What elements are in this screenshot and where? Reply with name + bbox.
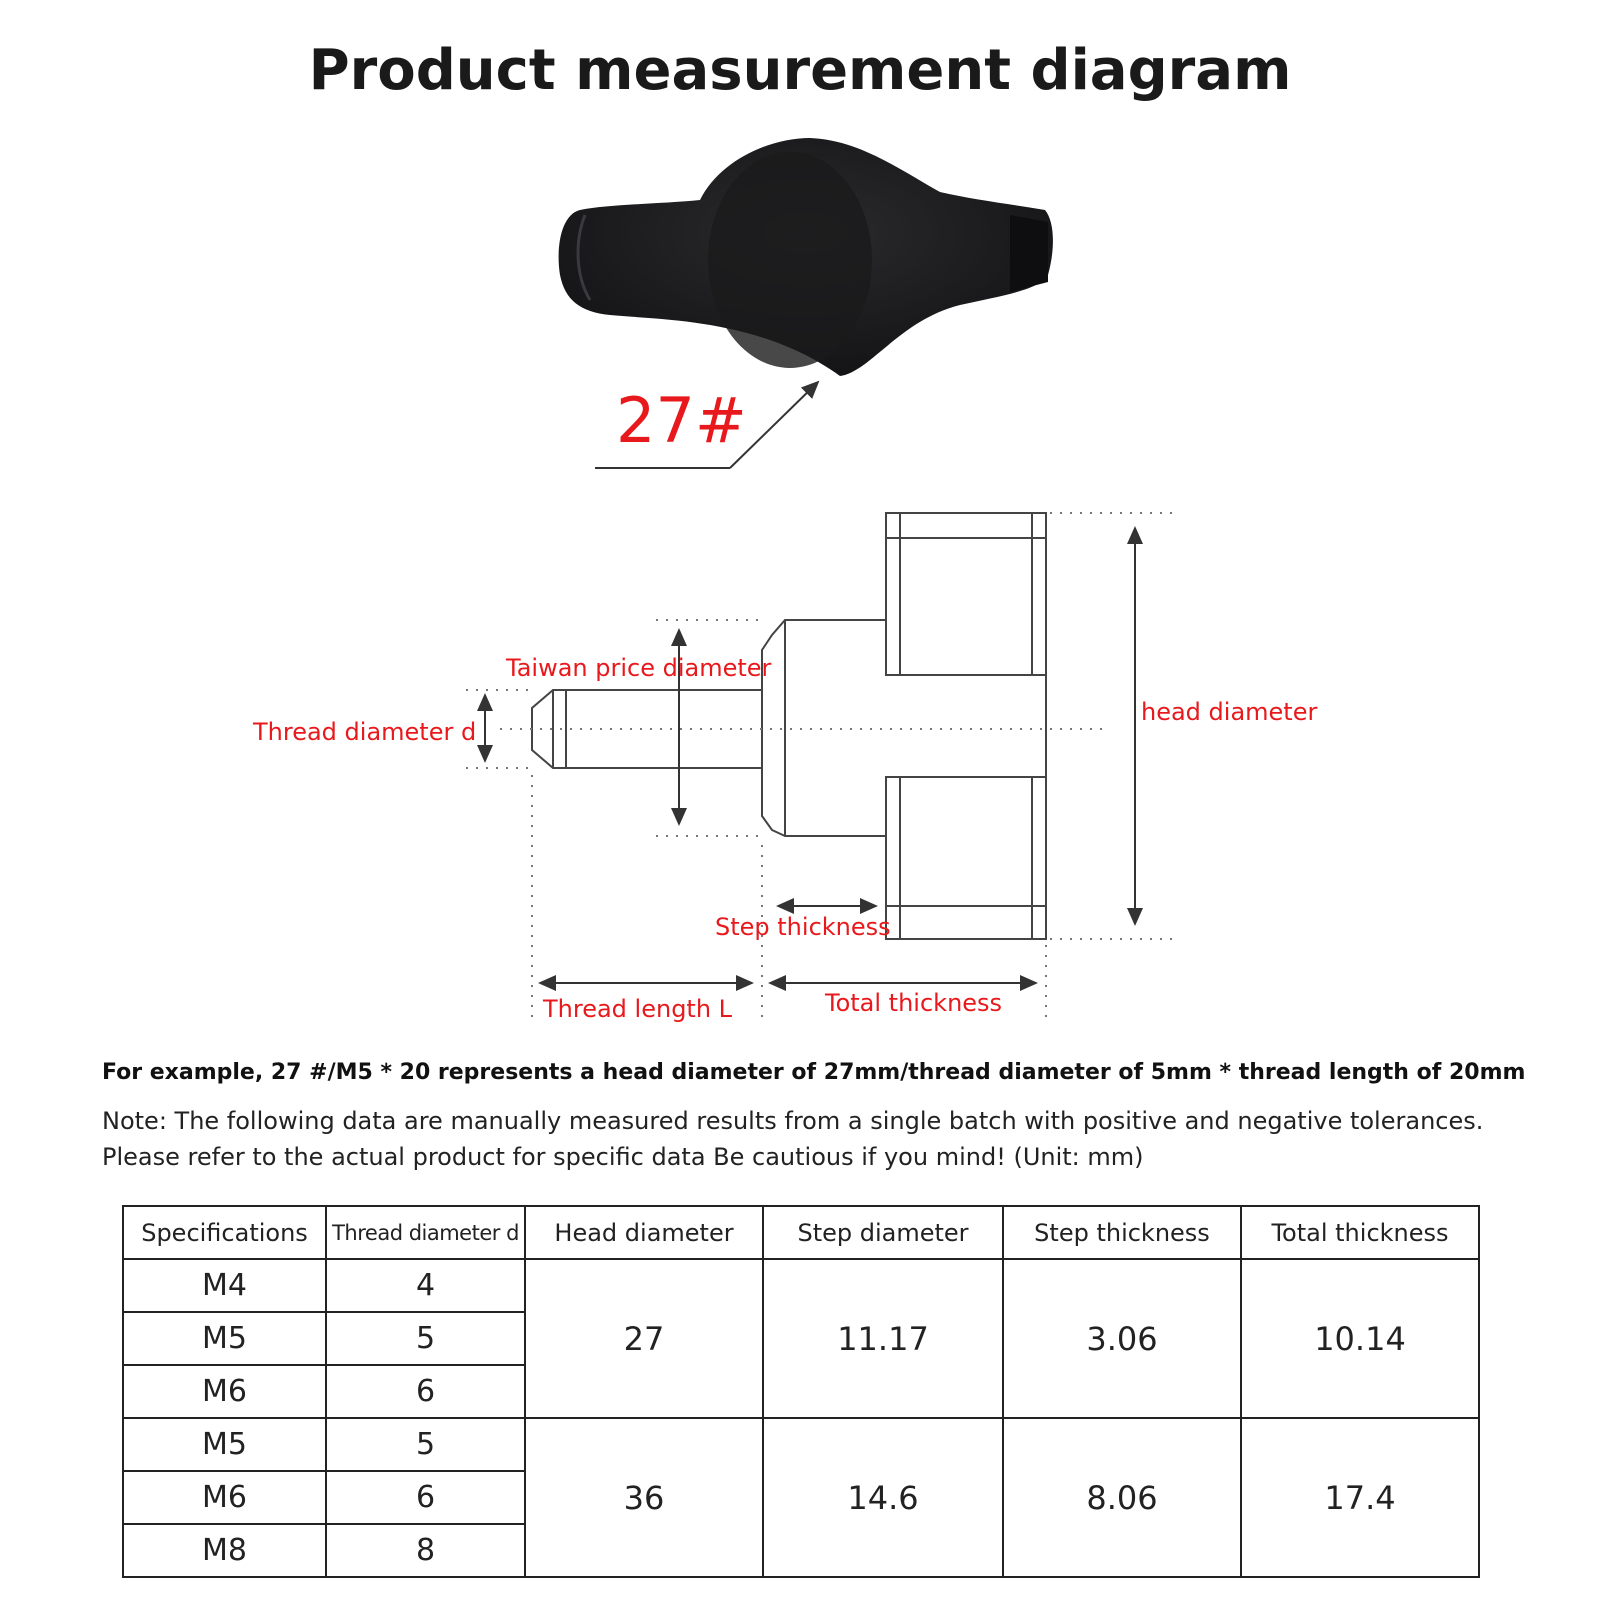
dimension-guides <box>466 513 1180 1020</box>
table-header-row <box>123 1206 1479 1259</box>
cell-spec: M8 <box>123 1524 326 1577</box>
header-total-thickness: Total thickness <box>1241 1206 1479 1259</box>
note-line-2: Please refer to the actual product for specific data Be cautious if you mind! (Unit: mm) <box>102 1143 1144 1171</box>
cell-total-thickness: 17.4 <box>1241 1418 1479 1577</box>
cell-thread: 6 <box>326 1471 525 1524</box>
cell-thread: 6 <box>326 1365 525 1418</box>
header-head-diameter: Head diameter <box>525 1206 763 1259</box>
label-thread-length: Thread length L <box>543 995 733 1023</box>
note-text <box>102 1103 1483 1175</box>
note-line-1: Note: The following data are manually measured results from a single batch with positive and negative tolerances. <box>102 1107 1484 1135</box>
cell-total-thickness: 10.14 <box>1241 1259 1479 1418</box>
header-specifications: Specifications <box>123 1206 326 1259</box>
cell-step-thickness: 8.06 <box>1003 1418 1241 1577</box>
label-taiwan-price-diameter: Taiwan price diameter <box>506 654 772 682</box>
knob-photo <box>559 138 1053 376</box>
table-row <box>123 1418 1479 1471</box>
header-step-thickness: Step thickness <box>1003 1206 1241 1259</box>
spec-table <box>122 1205 1480 1578</box>
header-thread-diameter: Thread diameter d <box>326 1206 525 1259</box>
cell-head-diameter: 27 <box>525 1259 763 1418</box>
label-head-diameter: head diameter <box>1141 698 1318 726</box>
cell-spec: M6 <box>123 1471 326 1524</box>
label-thread-diameter: Thread diameter d <box>253 718 477 746</box>
cell-step-diameter: 14.6 <box>763 1418 1003 1577</box>
model-tag: 27# <box>616 384 747 457</box>
cell-spec: M5 <box>123 1418 326 1471</box>
cell-spec: M4 <box>123 1259 326 1312</box>
cell-head-diameter: 36 <box>525 1418 763 1577</box>
cell-thread: 5 <box>326 1312 525 1365</box>
cell-spec: M5 <box>123 1312 326 1365</box>
header-step-diameter: Step diameter <box>763 1206 1003 1259</box>
example-text: For example, 27 #/M5 * 20 represents a head diameter of 27mm/thread diameter of 5mm * thread length of 20mm <box>102 1060 1526 1085</box>
schematic <box>532 513 1046 939</box>
label-step-thickness: Step thickness <box>715 913 891 941</box>
cell-step-diameter: 11.17 <box>763 1259 1003 1418</box>
cell-thread: 8 <box>326 1524 525 1577</box>
page-title: Product measurement diagram <box>308 38 1292 103</box>
cell-thread: 5 <box>326 1418 525 1471</box>
cell-thread: 4 <box>326 1259 525 1312</box>
table-row <box>123 1259 1479 1312</box>
cell-spec: M6 <box>123 1365 326 1418</box>
cell-step-thickness: 3.06 <box>1003 1259 1241 1418</box>
label-total-thickness: Total thickness <box>825 989 1003 1017</box>
